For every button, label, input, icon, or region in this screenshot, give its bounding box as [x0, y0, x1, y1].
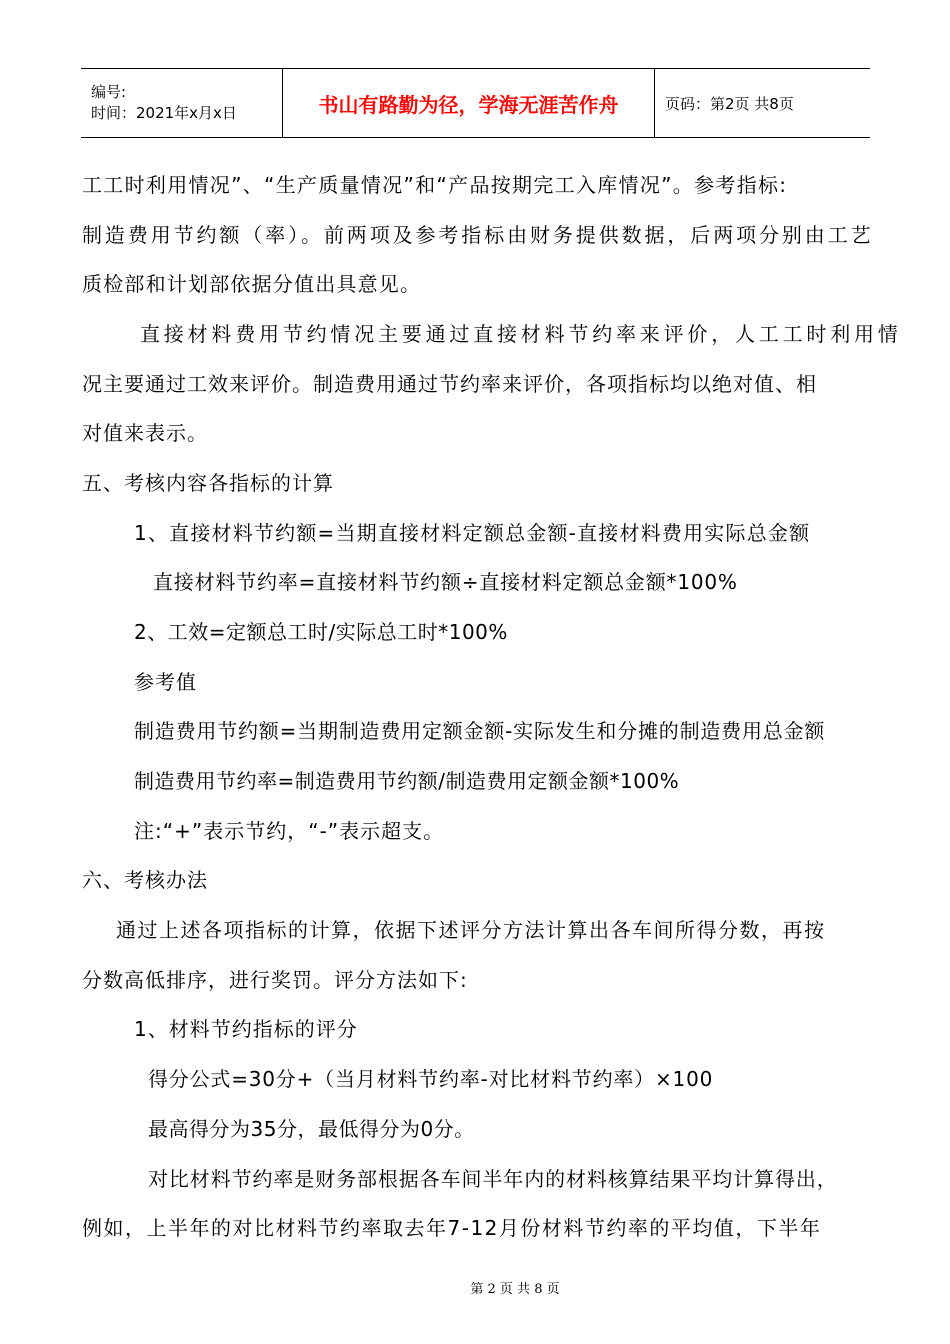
body-line: 制造费用节约额（率）。前两项及参考指标由财务提供数据，后两项分别由工艺 — [82, 223, 874, 247]
body-line: 参考值 — [134, 670, 197, 694]
body-line: 1、直接材料节约额=当期直接材料定额总金额-直接材料费用实际总金额 — [134, 521, 811, 545]
page-footer: 第 2 页 共 8 页 — [470, 1282, 560, 1297]
body-line: 注:“+”表示节约，“-”表示超支。 — [134, 819, 445, 843]
body-line: 况主要通过工效来评价。制造费用通过节约率来评价，各项指标均以绝对值、相 — [82, 372, 817, 396]
body-line: 分数高低排序，进行奖罚。评分方法如下: — [82, 968, 468, 992]
body-line: 制造费用节约额=当期制造费用定额金额-实际发生和分摊的制造费用总金额 — [134, 719, 826, 743]
body-line: 直接材料节约率=直接材料节约额÷直接材料定额总金额*100% — [153, 570, 738, 594]
body-line: 最高得分为35分，最低得分为0分。 — [148, 1117, 475, 1141]
body-line: 质检部和计划部依据分值出具意见。 — [82, 272, 422, 296]
page-header — [81, 68, 870, 138]
section-heading: 五、考核内容各指标的计算 — [82, 471, 334, 495]
header-motto-cell — [283, 69, 655, 137]
body-line: 工工时利用情况”、“生产质量情况”和“产品按期完工入库情况”。参考指标: — [82, 173, 788, 197]
header-motto: 书山有路勤为径，学海无涯苦作舟 — [318, 92, 619, 117]
document-number-label: 编号: — [91, 83, 127, 101]
body-line: 2、工效=定额总工时/实际总工时*100% — [134, 620, 508, 644]
body-line: 直接材料费用节约情况主要通过直接材料节约率来评价，人工工时利用情 — [140, 322, 902, 346]
page-number-label: 页码：第2页 共8页 — [665, 94, 794, 113]
body-line: 得分公式=30分+（当月材料节约率-对比材料节约率）×100 — [148, 1067, 714, 1091]
body-line: 对比材料节约率是财务部根据各车间半年内的材料核算结果平均计算得出， — [148, 1167, 838, 1191]
body-line: 对值来表示。 — [82, 421, 208, 445]
header-left-cell — [81, 69, 283, 137]
header-right-cell — [655, 69, 870, 137]
document-time-label: 时间：2021年x月x日 — [91, 104, 237, 122]
body-line: 例如，上半年的对比材料节约率取去年7-12月份材料节约率的平均值，下半年 — [82, 1216, 822, 1240]
body-line: 通过上述各项指标的计算，依据下述评分方法计算出各车间所得分数，再按 — [116, 918, 826, 942]
body-line: 制造费用节约率=制造费用节约额/制造费用定额金额*100% — [134, 769, 680, 793]
section-heading: 六、考核办法 — [82, 868, 208, 892]
body-line: 1、材料节约指标的评分 — [134, 1017, 358, 1041]
